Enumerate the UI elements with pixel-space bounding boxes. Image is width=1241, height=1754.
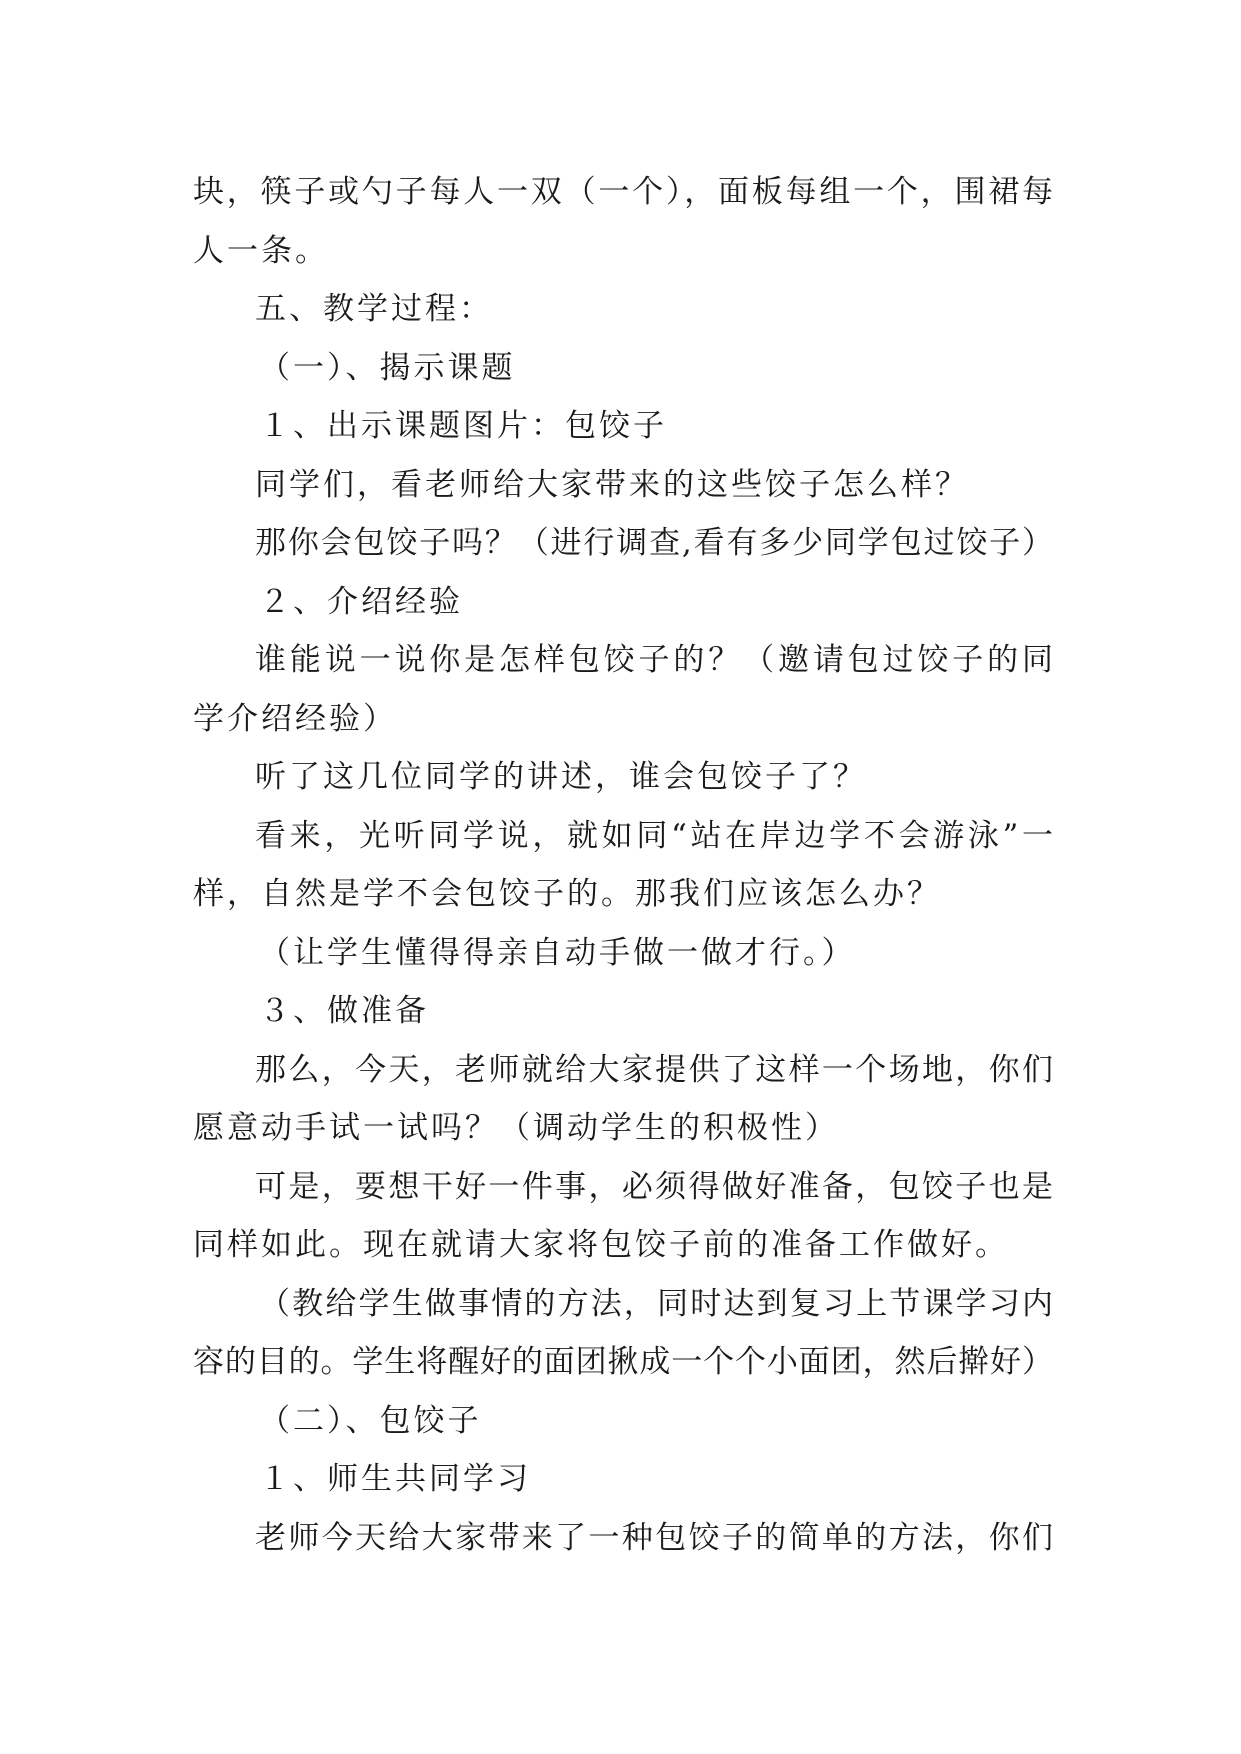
text-line: 谁能说一说你是怎样包饺子的？（邀请包过饺子的同 — [255, 642, 1053, 678]
text-line: 同学们，看老师给大家带来的这些饺子怎么样？ — [255, 466, 969, 503]
body-text — [193, 163, 1053, 1567]
text-line: 那么，今天，老师就给大家提供了这样一个场地，你们 — [255, 1051, 1053, 1088]
text-line: 人一条。 — [193, 232, 329, 269]
text-line: 听了这几位同学的讲述，谁会包饺子了？ — [255, 759, 867, 795]
text-line: 样，自然是学不会包饺子的。那我们应该怎么办？ — [193, 876, 941, 912]
text-line: 那你会包饺子吗？（进行调查,看有多少同学包过饺子） — [255, 525, 1053, 561]
text-line: 可是，要想干好一件事，必须得做好准备，包饺子也是 — [255, 1168, 1053, 1205]
text-line: （教给学生做事情的方法，同时达到复习上节课学习内 — [259, 1285, 1053, 1322]
text-line: （一）、揭示课题 — [259, 349, 516, 386]
text-line: １、出示课题图片：包饺子 — [259, 408, 667, 444]
text-line: 五、教学过程： — [255, 291, 493, 327]
text-line: ２、介绍经验 — [259, 583, 463, 620]
text-line: 看来，光听同学说，就如同“站在岸边学不会游泳”一 — [255, 817, 1053, 854]
text-line: 容的目的。学生将醒好的面团揪成一个个小面团，然后擀好） — [193, 1344, 1053, 1380]
text-line: 学介绍经验） — [193, 700, 397, 737]
text-line: 同样如此。现在就请大家将包饺子前的准备工作做好。 — [193, 1227, 1009, 1263]
text-line: 愿意动手试一试吗？（调动学生的积极性） — [193, 1110, 839, 1146]
text-line: ３、做准备 — [259, 993, 429, 1029]
text-line: 老师今天给大家带来了一种包饺子的简单的方法，你们 — [255, 1519, 1053, 1556]
text-line: １、师生共同学习 — [259, 1461, 531, 1497]
text-line: （让学生懂得得亲自动手做一做才行。） — [259, 934, 856, 971]
text-line: 块，筷子或勺子每人一双（一个），面板每组一个，围裙每 — [193, 174, 1053, 210]
text-line: （二）、包饺子 — [259, 1402, 482, 1439]
